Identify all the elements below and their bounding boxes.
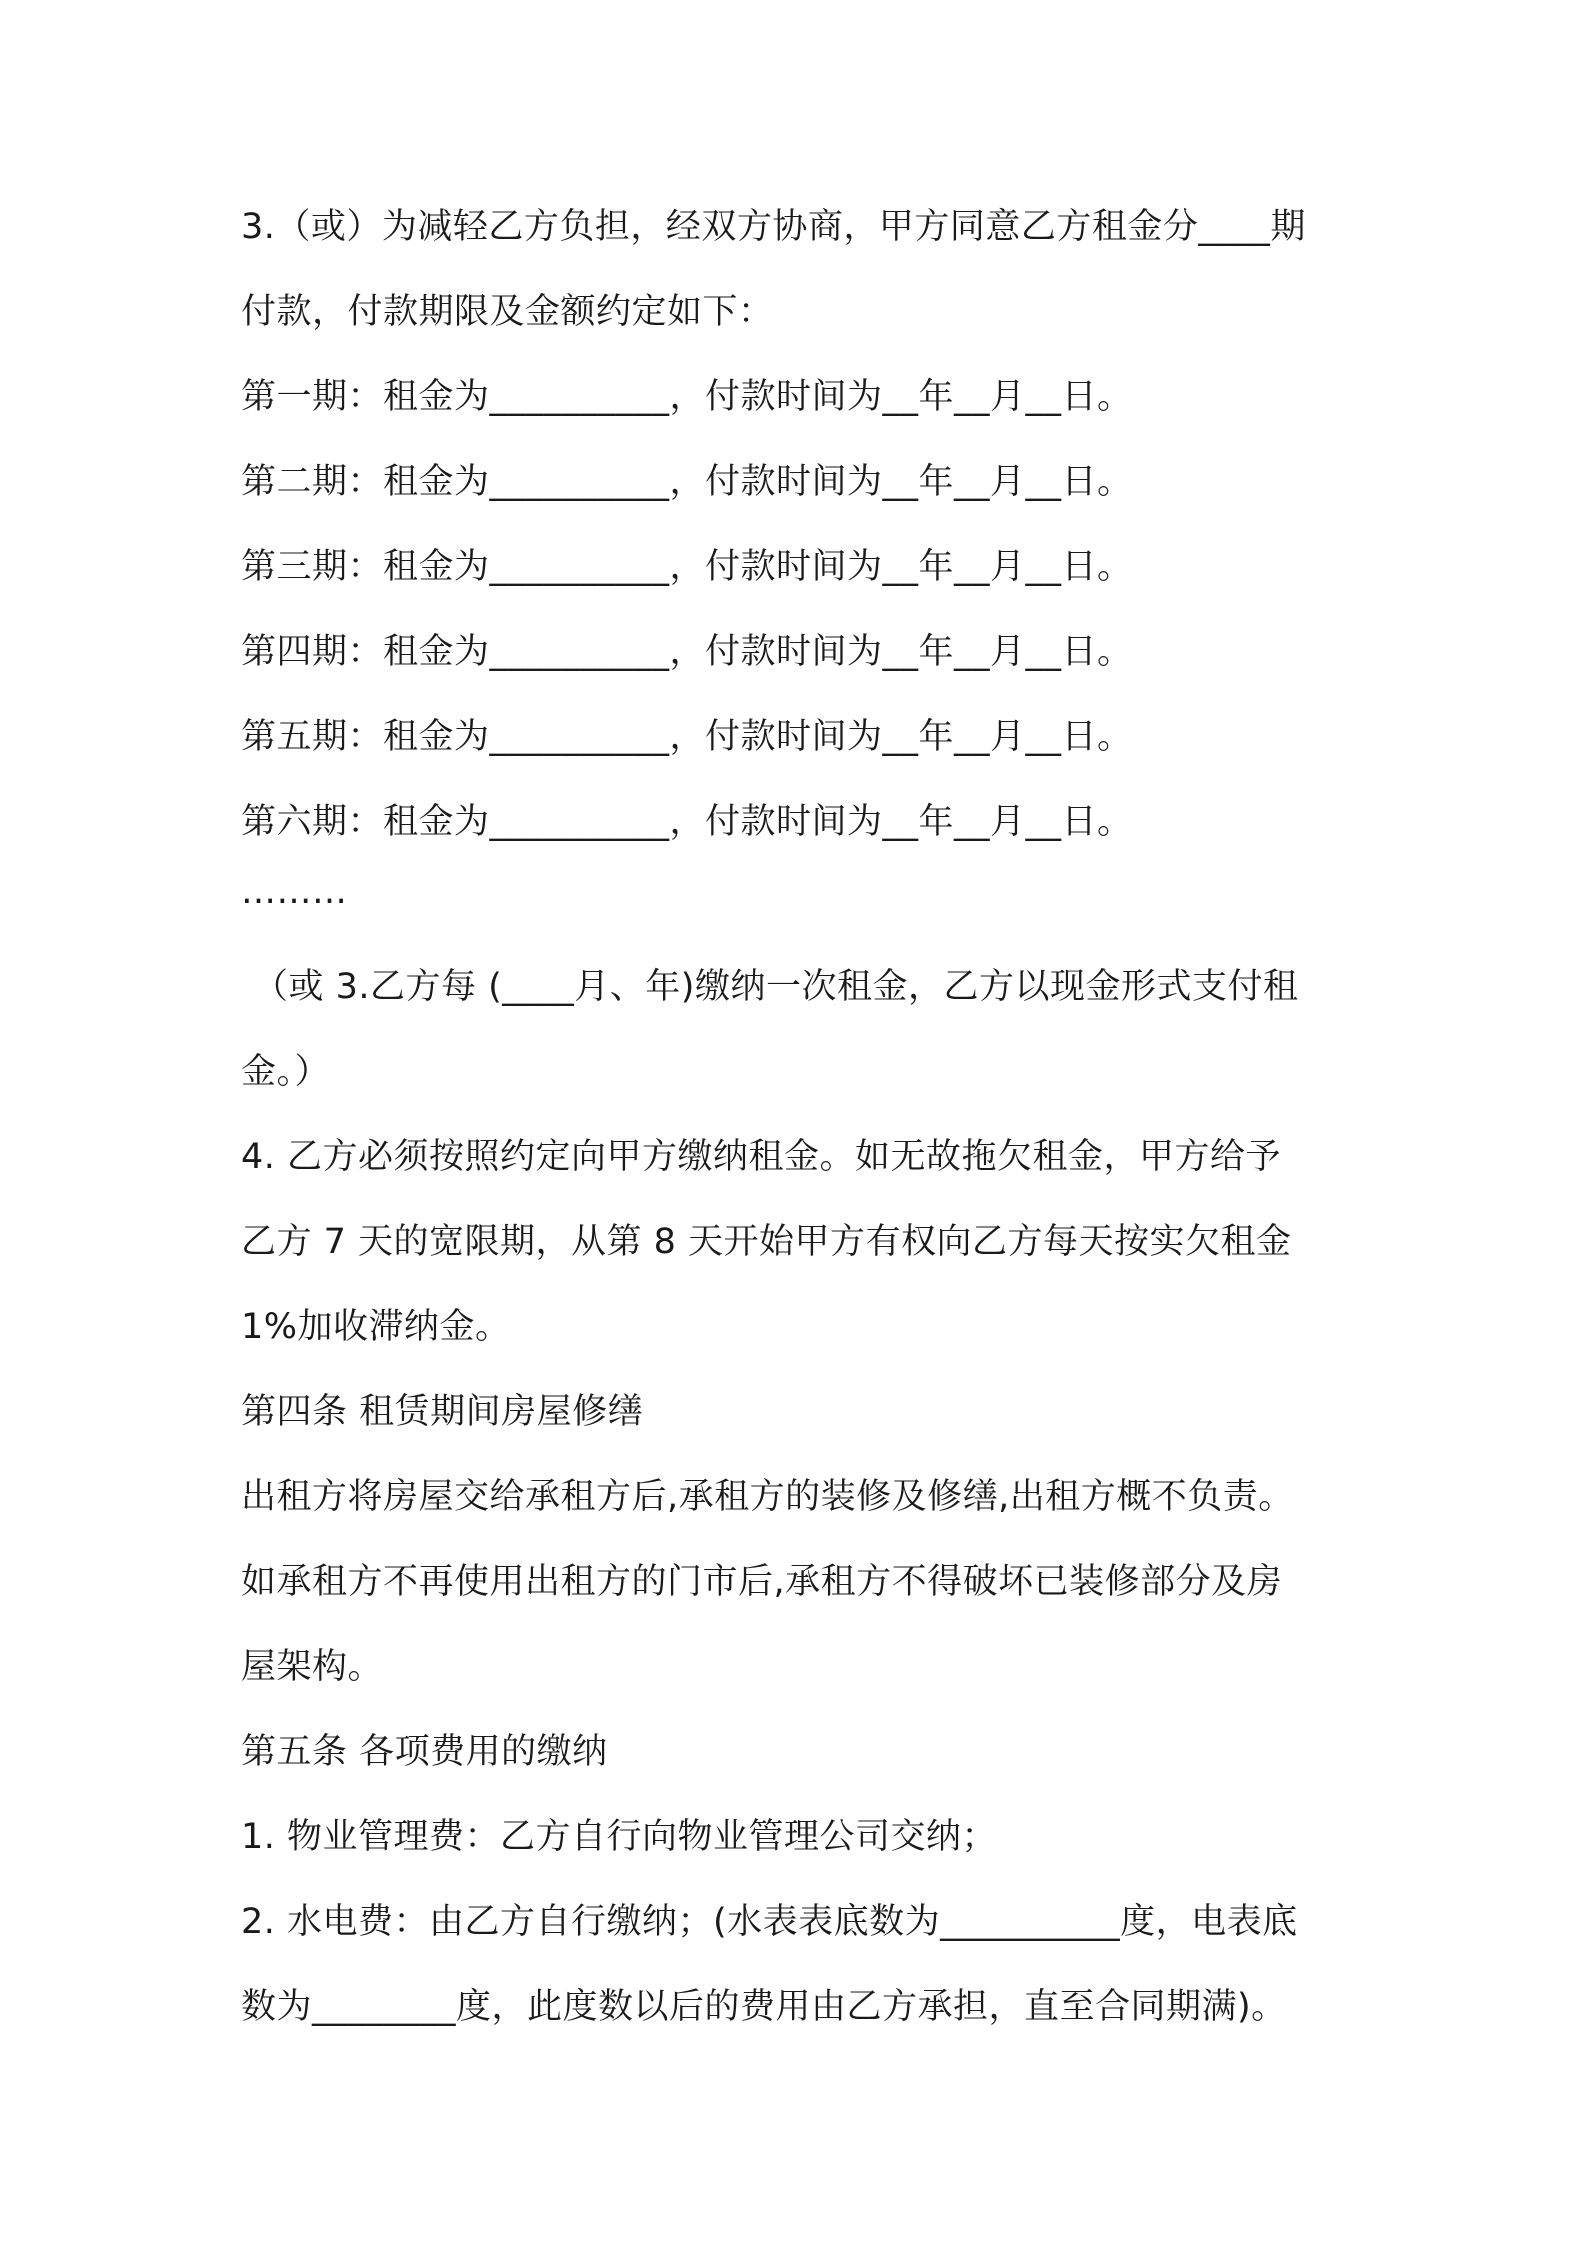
installment-4: 第四期：租金为__________，付款时间为__年__月__日。	[241, 632, 1133, 672]
ellipsis: ………	[241, 872, 348, 912]
clause-4-line-1: 4. 乙方必须按照约定向甲方缴纳租金。如无故拖欠租金，甲方给予	[241, 1137, 1282, 1177]
clause-3-installments-line-1: 3.（或）为减轻乙方负担，经双方协商，甲方同意乙方租金分____期	[241, 207, 1306, 247]
article-5-item-2-line-2: 数为________度，此度数以后的费用由乙方承担，直至合同期满)。	[241, 1987, 1287, 2027]
installment-6: 第六期：租金为__________，付款时间为__年__月__日。	[241, 802, 1133, 842]
clause-4-line-3: 1%加收滞纳金。	[241, 1307, 511, 1347]
article-5-item-2-line-1: 2. 水电费：由乙方自行缴纳；(水表表底数为__________度，电表底	[241, 1902, 1298, 1942]
article-4-body-line-3: 屋架构。	[241, 1647, 384, 1687]
article-4-body-line-1: 出租方将房屋交给承租方后,承租方的装修及修缮,出租方概不负责。	[241, 1477, 1294, 1517]
installment-2: 第二期：租金为__________，付款时间为__年__月__日。	[241, 462, 1133, 502]
article-5-item-1: 1. 物业管理费：乙方自行向物业管理公司交纳；	[241, 1817, 998, 1857]
clause-3-installments-line-2: 付款，付款期限及金额约定如下：	[241, 292, 774, 332]
article-4-heading: 第四条 租赁期间房屋修缮	[241, 1392, 644, 1432]
clause-4-line-2: 乙方 7 天的宽限期，从第 8 天开始甲方有权向乙方每天按实欠租金	[241, 1222, 1292, 1262]
clause-3-alternative-line-1: （或 3.乙方每 (____月、年)缴纳一次租金，乙方以现金形式支付租	[253, 967, 1299, 1007]
article-4-body-line-2: 如承租方不再使用出租方的门市后,承租方不得破坏已装修部分及房	[241, 1562, 1283, 1602]
installment-3: 第三期：租金为__________，付款时间为__年__月__日。	[241, 547, 1133, 587]
installment-5: 第五期：租金为__________，付款时间为__年__月__日。	[241, 717, 1133, 757]
installment-1: 第一期：租金为__________，付款时间为__年__月__日。	[241, 377, 1133, 417]
article-5-heading: 第五条 各项费用的缴纳	[241, 1732, 608, 1772]
clause-3-alternative-line-2: 金。）	[241, 1052, 331, 1092]
